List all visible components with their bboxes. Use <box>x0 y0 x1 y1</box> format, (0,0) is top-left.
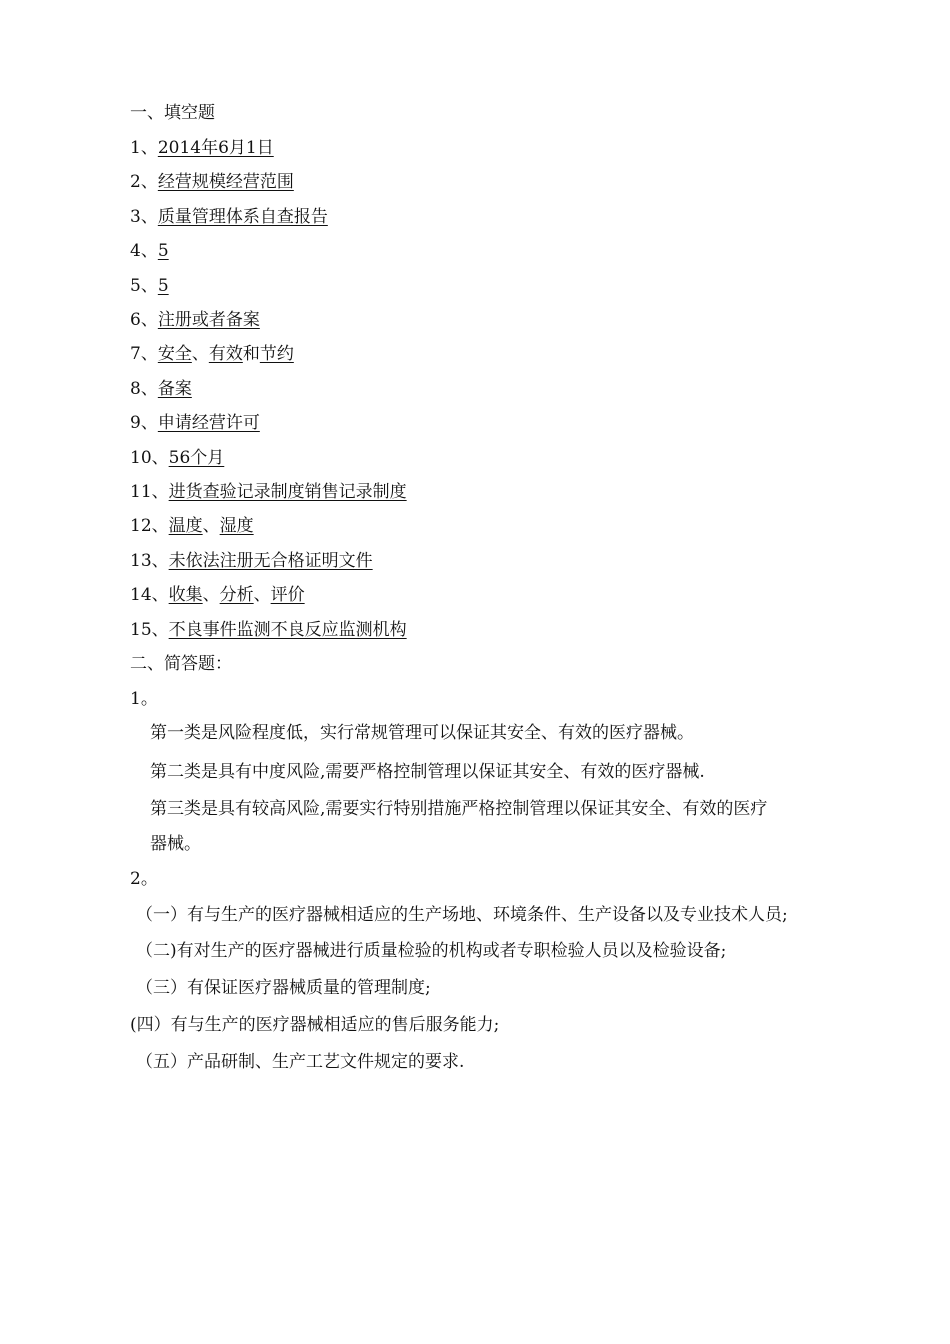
answer-line-class-1: 第一类是风险程度低，实行常规管理可以保证其安全、有效的医疗器械。 <box>150 723 694 743</box>
item-number: 13、 <box>130 551 169 571</box>
fill-blank-item <box>130 205 328 229</box>
section-heading-short-answer: 二、简答题： <box>130 654 232 674</box>
separator-text: 、 <box>253 585 271 605</box>
answer-text: 收集 <box>168 585 203 605</box>
answer-line-class-2: 第二类是具有中度风险,需要严格控制管理以保证其安全、有效的医疗器械. <box>150 762 705 782</box>
answer-text: 质量管理体系自查报告 <box>157 207 328 227</box>
fill-blank-item <box>130 377 192 401</box>
item-number: 9、 <box>130 413 158 433</box>
item-number: 7、 <box>130 344 158 364</box>
item-number: 11、 <box>130 482 169 502</box>
answer-item: （五）产品研制、生产工艺文件规定的要求. <box>136 1052 465 1072</box>
answer-text: 经营规模经营范围 <box>157 172 294 192</box>
answer-text: 分析 <box>219 585 254 605</box>
item-number: 15、 <box>130 620 169 640</box>
answer-item: (四）有与生产的医疗器械相适应的售后服务能力; <box>130 1015 500 1035</box>
fill-blank-item <box>130 411 260 435</box>
item-number: 2、 <box>130 172 158 192</box>
answer-line-class-3: 第三类是具有较高风险,需要实行特别措施严格控制管理以保证其安全、有效的医疗 <box>150 799 768 819</box>
separator-text: 、 <box>202 516 220 536</box>
answer-text: 5 <box>157 276 169 296</box>
fill-blank-item <box>130 549 373 573</box>
item-number: 6、 <box>130 310 158 330</box>
answer-text: 备案 <box>157 379 192 399</box>
question-2-number: 2。 <box>130 869 158 889</box>
item-number: 12、 <box>130 516 169 536</box>
fill-blank-item <box>130 170 294 194</box>
separator-text: 、 <box>191 344 209 364</box>
answer-text: 5 <box>157 241 169 261</box>
answer-text: 有效 <box>208 344 243 364</box>
answer-text: 湿度 <box>219 516 254 536</box>
answer-text: 未依法注册无合格证明文件 <box>168 551 373 571</box>
fill-blank-item <box>130 446 224 470</box>
item-number: 4、 <box>130 241 158 261</box>
item-number: 14、 <box>130 585 169 605</box>
separator-text: 和 <box>242 344 260 364</box>
answer-text: 温度 <box>168 516 203 536</box>
answer-line-class-3-cont: 器械。 <box>150 834 201 854</box>
answer-text: 2014年6月1日 <box>157 138 274 158</box>
answer-text: 安全 <box>157 344 192 364</box>
fill-blank-item <box>130 239 169 263</box>
answer-item: （三）有保证医疗器械质量的管理制度; <box>136 978 431 998</box>
answer-text: 申请经营许可 <box>157 413 260 433</box>
answer-text: 节约 <box>259 344 294 364</box>
separator-text: 、 <box>202 585 220 605</box>
answer-text: 56个月 <box>168 448 225 468</box>
answer-text: 评价 <box>270 585 305 605</box>
item-number: 1、 <box>130 138 158 158</box>
answer-text: 注册或者备案 <box>157 310 260 330</box>
question-1-number: 1。 <box>130 689 158 709</box>
item-number: 8、 <box>130 379 158 399</box>
answer-item: （一）有与生产的医疗器械相适应的生产场地、环境条件、生产设备以及专业技术人员; <box>136 905 788 925</box>
answer-text: 不良事件监测不良反应监测机构 <box>168 620 407 640</box>
fill-blank-item <box>130 480 407 504</box>
section-heading-fill-blank: 一、填空题 <box>130 103 215 123</box>
answer-text: 进货查验记录制度销售记录制度 <box>168 482 407 502</box>
item-number: 5、 <box>130 276 158 296</box>
fill-blank-item <box>130 308 260 332</box>
item-number: 10、 <box>130 448 169 468</box>
fill-blank-item <box>130 618 407 642</box>
fill-blank-item <box>130 274 169 298</box>
item-number: 3、 <box>130 207 158 227</box>
fill-blank-item <box>130 136 274 160</box>
fill-blank-item <box>130 514 254 538</box>
fill-blank-item <box>130 583 305 607</box>
answer-item: （二)有对生产的医疗器械进行质量检验的机构或者专职检验人员以及检验设备; <box>136 941 727 961</box>
fill-blank-item <box>130 342 294 366</box>
